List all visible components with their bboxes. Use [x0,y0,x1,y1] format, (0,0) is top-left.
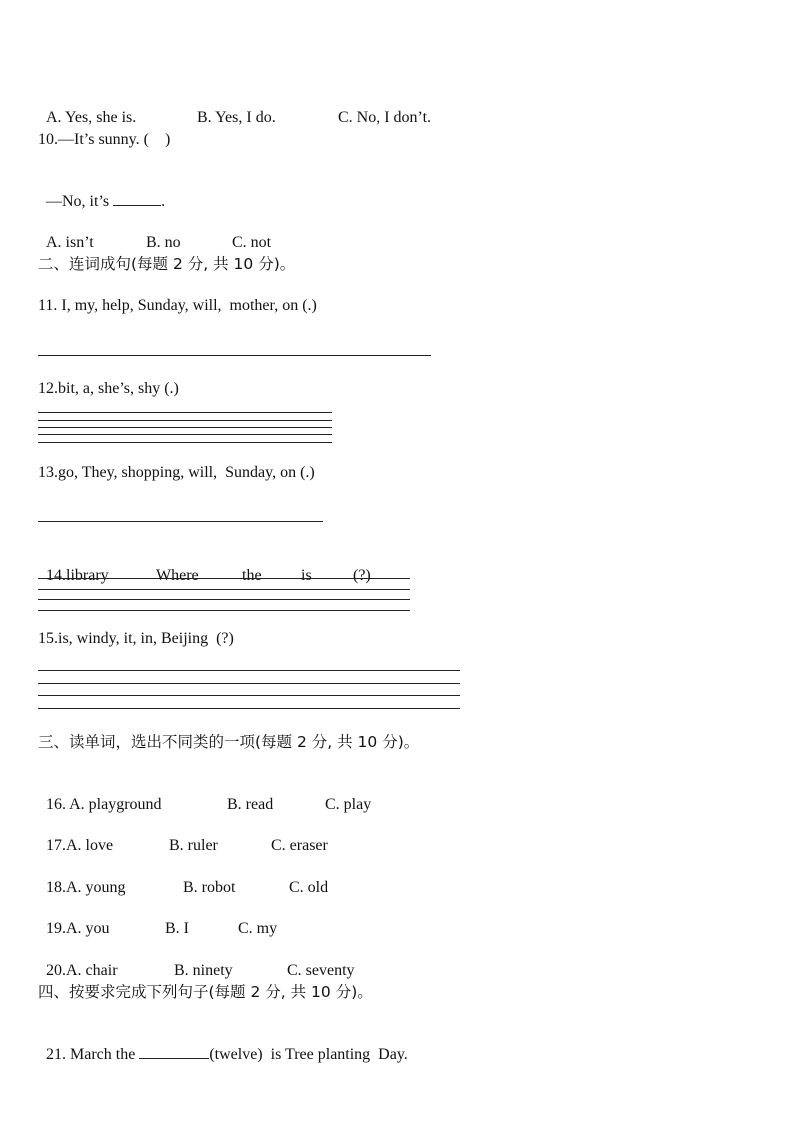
q20-option-c: C. seventy [287,962,355,979]
q12-answer-line-5[interactable] [38,442,332,443]
q20-options [38,941,355,981]
q9-option-b: B. Yes, I do. [197,109,276,126]
q14-answer-line-1[interactable] [38,578,410,579]
q21-suffix: (twelve) is Tree planting Day. [209,1046,408,1063]
q10-reply-suffix: . [161,193,166,210]
section3-heading: 三、读单词，选出不同类的一项(每题 2 分, 共 10 分)。 [38,733,420,751]
q12-answer-line-2[interactable] [38,420,332,421]
q14-word-4: is [301,567,312,584]
q17-option-a: 17.A. love [46,837,114,854]
q13-words: 13.go, They, shopping, will, Sunday, on (.) [38,464,315,481]
q15-answer-line-4[interactable] [38,708,460,709]
q19-option-b: B. I [165,920,189,937]
q18-option-b: B. robot [183,879,236,896]
q16-option-c: C. play [325,796,372,813]
q20-option-b: B. ninety [174,962,233,979]
q21-answer-blank[interactable] [139,1044,209,1059]
q14-word-3: the [242,567,262,584]
q14-word-2: Where [156,567,199,584]
q9-options [38,88,431,128]
q14-answer-line-3[interactable] [38,599,410,600]
q17-options [38,816,328,856]
q14-answer-line-2[interactable] [38,589,410,590]
q18-options [38,858,328,898]
q19-options [38,899,277,939]
q13-answer-line[interactable] [38,521,323,522]
section2-heading: 二、连词成句(每题 2 分, 共 10 分)。 [38,255,296,273]
q16-option-b: B. read [227,796,274,813]
q9-option-c: C. No, I don’t. [338,109,432,126]
q11-words: 11. I, my, help, Sunday, will, mother, on (.) [38,297,317,314]
q10-reply [38,171,165,212]
q10-reply-prefix: —No, it’s [46,193,110,210]
q12-words: 12.bit, a, she’s, shy (.) [38,380,179,397]
q15-words: 15.is, windy, it, in, Beijing (?) [38,630,234,647]
q15-answer-line-3[interactable] [38,695,460,696]
q20-option-a: 20.A. chair [46,962,118,979]
q12-answer-line-3[interactable] [38,427,332,428]
q11-answer-line[interactable] [38,355,431,356]
q16-option-a: 16. A. playground [46,796,162,813]
q14-words [38,546,371,586]
section4-heading: 四、按要求完成下列句子(每题 2 分, 共 10 分)。 [38,983,373,1001]
q15-answer-line-2[interactable] [38,683,460,684]
q10-stem: 10.—It’s sunny. ( ) [38,131,171,148]
q21-prefix: 21. March the [46,1046,136,1063]
q10-option-a: A. isn’t [46,234,94,251]
q10-options [38,213,271,253]
q15-answer-line-1[interactable] [38,670,460,671]
q19-option-a: 19.A. you [46,920,110,937]
q16-options [38,775,371,815]
q18-option-a: 18.A. young [46,879,126,896]
q17-option-b: B. ruler [169,837,218,854]
q21 [38,1024,408,1065]
q14-word-1: 14.library [46,567,109,584]
q14-word-5: (?) [353,567,371,584]
q19-option-c: C. my [238,920,278,937]
q10-answer-blank[interactable] [113,191,161,206]
q12-answer-line-4[interactable] [38,434,332,435]
q14-answer-line-4[interactable] [38,610,410,611]
q10-option-c: C. not [232,234,272,251]
q9-option-a: A. Yes, she is. [46,109,137,126]
q12-answer-line-1[interactable] [38,412,332,413]
q18-option-c: C. old [289,879,329,896]
q17-option-c: C. eraser [271,837,328,854]
q10-option-b: B. no [146,234,181,251]
